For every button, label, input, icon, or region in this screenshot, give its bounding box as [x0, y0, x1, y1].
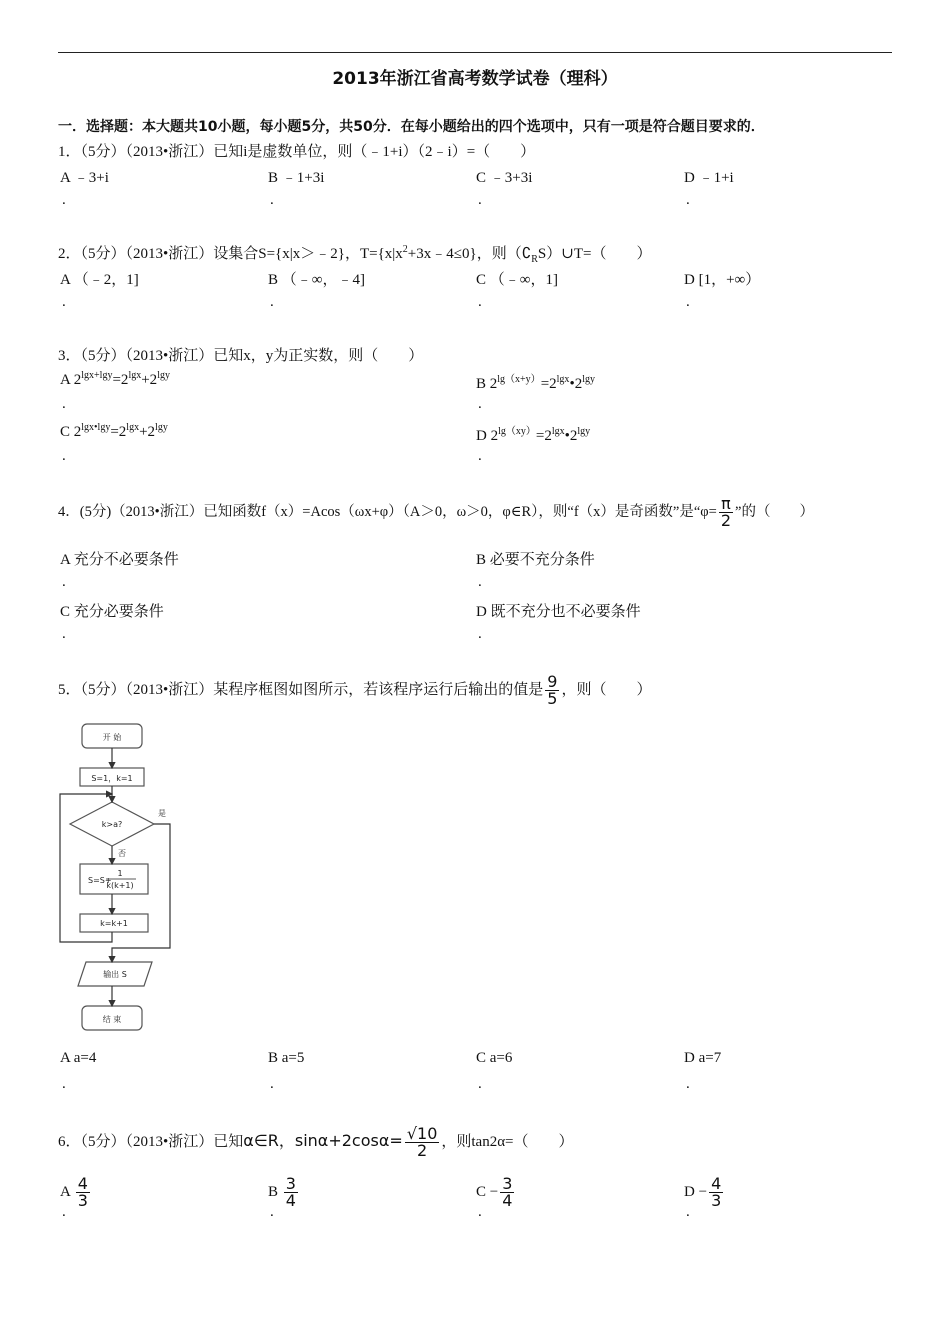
q3-option-a: A $2^{lgx+lgy}=2^{lgx}+2^{lgy}$ [60, 370, 170, 388]
flow-inc-label: k=k+1 [100, 919, 128, 928]
q5-dot-a: . [62, 1076, 66, 1092]
q3-option-d: D $2^{lg(xy)}=2^{lgx}•2^{lgy}$ [476, 426, 591, 444]
q3-option-c: C $2^{lgx•lgy}=2^{lgx}+2^{lgy}$ [60, 422, 168, 440]
flow-cond-label: k>a? [101, 820, 123, 829]
flow-end-label: 结 束 [102, 1015, 122, 1024]
q1-option-d: D ﹣1+i [684, 170, 734, 186]
q4-dot-b: . [478, 574, 482, 590]
q4-option-d: D 既不充分也不必要条件 [476, 604, 641, 620]
q2-dot-d: . [686, 294, 690, 310]
q2-option-a: A （﹣2，1] [60, 272, 139, 288]
q2-option-b: B （﹣∞，﹣4] [268, 272, 365, 288]
q3-dot-a: . [62, 396, 66, 412]
q2-dot-c: . [478, 294, 482, 310]
flow-yes-label: 是 [158, 809, 166, 818]
q1-dot-b: . [270, 192, 274, 208]
q5-fraction: $\frac{9}{5}$ [547, 672, 558, 708]
page-title: 2013年浙江省高考数学试卷（理科） [332, 69, 618, 89]
q3-dot-d: . [478, 448, 482, 464]
flow-assign-den: k(k+1) [106, 881, 134, 890]
q2-option-d: D [1，+∞） [684, 272, 761, 288]
q5-dot-b: . [270, 1076, 274, 1092]
q5-dot-c: . [478, 1076, 482, 1092]
q1-dot-d: . [686, 192, 690, 208]
question-3-stem: 3．（5分）（2013•浙江）已知x，y为正实数，则（ ） [58, 348, 424, 364]
q1-dot-c: . [478, 192, 482, 208]
q5-option-a: A a=4 [60, 1050, 97, 1066]
q4-dot-d: . [478, 626, 482, 642]
q4-fraction: $\frac{\pi}{2}$ [720, 494, 732, 530]
q2-option-c: C （﹣∞，1] [476, 272, 558, 288]
question-6-stem: 6．（5分）（2013•浙江）已知α∈R，sinα+2cosα= $\frac{√10}{2}$ ，则tan2α=（ ） [58, 1124, 574, 1160]
q2-dot-b: . [270, 294, 274, 310]
q6-dot-c: . [478, 1204, 482, 1220]
q4-option-c: C 充分必要条件 [60, 604, 164, 620]
question-2-stem: 2．（5分）（2013•浙江）设集合S={x|x＞﹣2}，$T=\{x|x^2+3x﹣4\le 0\}$，则$(∁_RS)\cup T=$（ ） [58, 244, 652, 265]
flow-assign-prefix: S=S+ [88, 876, 112, 885]
q3-option-b: B $2^{lg(x+y)}=2^{lgx}•2^{lgy}$ [476, 374, 595, 392]
q4-option-a: A 充分不必要条件 [60, 552, 179, 568]
q2-dot-a: . [62, 294, 66, 310]
question-5-stem: 5．（5分）（2013•浙江）某程序框图如图所示，若该程序运行后输出的值是 $\frac{9}{5}$ ，则（ ） [58, 672, 652, 708]
question-4-stem: 4．(5分)（2013•浙江）已知函数f（x）=Acos（ωx+φ）（A＞0，ω＞0，φ∈R），则“f（x）是奇函数”是“φ= $\frac{\pi}{2}$ ”的（ ） [58, 494, 814, 530]
q5-dot-d: . [686, 1076, 690, 1092]
flow-no-label: 否 [118, 849, 126, 858]
q1-option-a: A ﹣3+i [60, 170, 109, 186]
q6-fraction: $\frac{√10}{2}$ [406, 1124, 438, 1160]
q3-dot-c: . [62, 448, 66, 464]
q4-dot-a: . [62, 574, 66, 590]
flow-start-label: 开 始 [102, 733, 122, 742]
q5-option-b: B a=5 [268, 1050, 305, 1066]
q6-dot-b: . [270, 1204, 274, 1220]
top-rule [58, 52, 892, 53]
q4-dot-c: . [62, 626, 66, 642]
q6-dot-a: . [62, 1204, 66, 1220]
section-heading: 一．选择题：本大题共10小题，每小题5分，共50分．在每小题给出的四个选项中，只有一项是符合题目要求的． [58, 119, 765, 135]
q1-option-c: C ﹣3+3i [476, 170, 533, 186]
q6-option-a: A $\frac{4}{3}$ [60, 1174, 88, 1210]
q6-dot-d: . [686, 1204, 690, 1220]
q3-dot-b: . [478, 396, 482, 412]
q5-option-c: C a=6 [476, 1050, 513, 1066]
flow-output-label: 输出 S [103, 970, 127, 979]
q6-option-c: C − $\frac{3}{4}$ [476, 1174, 513, 1210]
flowchart [58, 718, 188, 1036]
question-1-stem: 1．（5分）（2013•浙江）已知i是虚数单位，则（﹣1+i）（2﹣i）=（ ） [58, 144, 536, 160]
q1-option-b: B ﹣1+3i [268, 170, 325, 186]
q6-option-d: D − $\frac{4}{3}$ [684, 1174, 722, 1210]
flow-init-label: S=1，k=1 [91, 774, 133, 783]
q4-option-b: B 必要不充分条件 [476, 552, 595, 568]
flow-assign-num: 1 [117, 869, 123, 878]
q5-option-d: D a=7 [684, 1050, 722, 1066]
q1-dot-a: . [62, 192, 66, 208]
q6-option-b: B $\frac{3}{4}$ [268, 1174, 296, 1210]
